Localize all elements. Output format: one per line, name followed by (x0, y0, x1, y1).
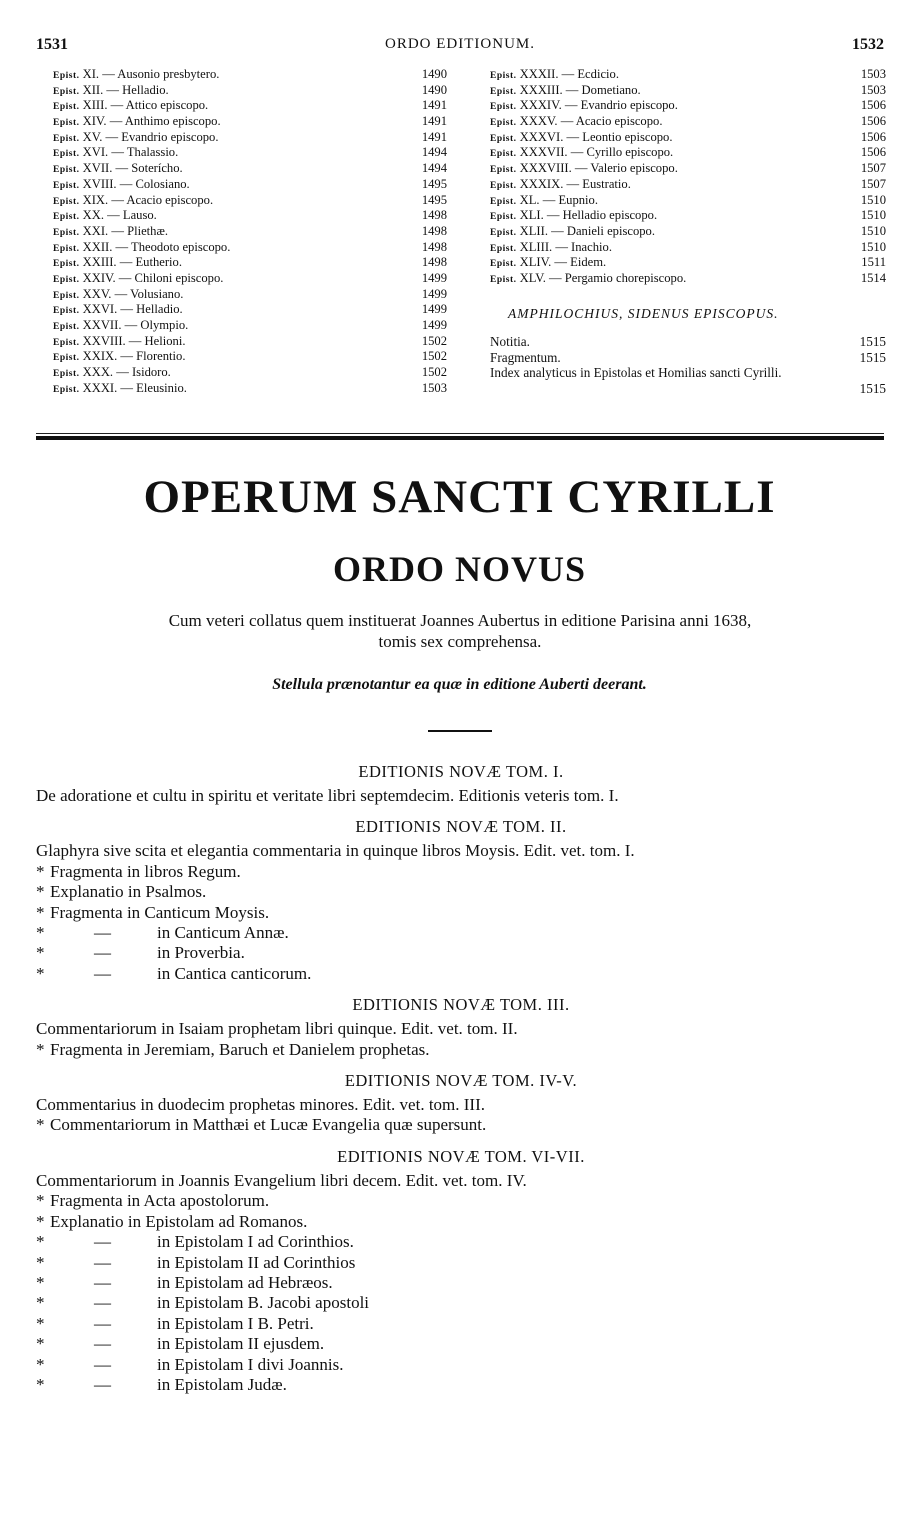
epist-abbr: Epist. (53, 353, 80, 364)
asterisk-mark: * (36, 1293, 45, 1313)
entry-text: Explanatio in Psalmos. (50, 882, 207, 902)
entry-page: 1510 (860, 208, 886, 223)
entry-page: 1507 (860, 176, 886, 191)
entry-page: 1494 (421, 161, 447, 176)
volume-entry (36, 1314, 886, 1334)
asterisk-mark: * (36, 1039, 45, 1059)
entry-page: 1499 (421, 286, 447, 301)
entry-label (490, 271, 686, 289)
entry-text: Commentariorum in Isaiam prophetam libri quinque. Edit. vet. tom. II. (36, 1019, 518, 1039)
volume-entry (36, 1293, 886, 1313)
volume-entry (36, 1273, 886, 1293)
left-letter-index (53, 67, 447, 396)
entry-text: Fragmenta in libros Regum. (50, 861, 241, 881)
asterisk-mark: * (36, 923, 45, 943)
epist-abbr: Epist. (53, 149, 80, 160)
index-entry (490, 224, 886, 240)
asterisk-note: Stellula prænotantur ea quæ in editione Auberti deerant. (272, 676, 647, 693)
entry-text: XXI. — Pliethæ. (79, 223, 169, 238)
ditto-dash: — (94, 923, 111, 943)
epist-abbr: Epist. (53, 227, 80, 238)
entry-page: 1491 (421, 129, 447, 144)
ditto-dash: — (94, 1354, 111, 1374)
note-entry (490, 334, 886, 350)
entry-page: 1502 (421, 333, 447, 348)
entry-text: XL. — Eupnio. (516, 192, 599, 207)
entry-text: XXXIV. — Evandrio episcopo. (516, 98, 678, 113)
entry-page: 1510 (860, 223, 886, 238)
entry-page: 1502 (421, 365, 447, 380)
epist-abbr: Epist. (490, 274, 517, 285)
volume-entry (36, 1115, 886, 1135)
volume-entry (36, 964, 886, 984)
note-label: Index analyticus in Epistolas et Homilias sancti Cyrilli. (490, 365, 782, 380)
index-entry (490, 161, 886, 177)
entry-text: XXXIX. — Eustratio. (516, 176, 631, 191)
ditto-dash: — (94, 1252, 111, 1272)
volumes-list (36, 762, 886, 1395)
epist-abbr: Epist. (53, 290, 80, 301)
volume-entry (36, 1191, 886, 1211)
entry-text: De adoratione et cultu in spiritu et veritate libri septemdecim. Editionis veteris tom. I. (36, 786, 619, 805)
asterisk-mark: * (36, 882, 45, 902)
epist-abbr: Epist. (490, 212, 517, 223)
index-entry (53, 271, 447, 287)
epist-abbr: Epist. (53, 337, 80, 348)
index-entry (53, 114, 447, 130)
entry-page: 1494 (421, 145, 447, 160)
entry-text: XXIII. — Eutherio. (79, 255, 182, 270)
volume-heading: EDITIONIS NOVÆ TOM. VI-VII. (337, 1146, 585, 1166)
note-entry (490, 365, 886, 396)
epist-abbr: Epist. (53, 71, 80, 81)
epist-abbr: Epist. (490, 180, 517, 191)
volume-entry (36, 923, 886, 943)
entry-text: in Epistolam I B. Petri. (157, 1313, 314, 1333)
entry-text: XLIV. — Eidem. (516, 255, 607, 270)
asterisk-mark: * (36, 1354, 45, 1374)
asterisk-mark: * (36, 1115, 45, 1135)
entry-text: XVII. — Soterícho. (79, 161, 183, 176)
page-number-left: 1531 (36, 36, 68, 53)
entry-page: 1514 (860, 270, 886, 285)
entry-text: XVIII. — Colosiano. (79, 176, 190, 191)
epist-abbr: Epist. (53, 322, 80, 332)
volume-entry (36, 1212, 886, 1232)
index-entry (53, 349, 447, 365)
note-page: 1515 (859, 380, 886, 396)
index-entry (53, 318, 447, 334)
asterisk-mark: * (36, 1374, 45, 1394)
entry-page: 1498 (421, 223, 447, 238)
entry-page: 1499 (421, 302, 447, 317)
entry-text: in Cantica canticorum. (157, 963, 312, 983)
entry-page: 1510 (860, 192, 886, 207)
entry-text: XXVIII. — Helioni. (79, 333, 186, 348)
entry-text: XXXV. — Acacio episcopo. (516, 114, 663, 129)
entry-text: XI. — Ausonio presbytero. (79, 67, 220, 81)
entry-text: XLI. — Helladio episcopo. (516, 208, 658, 223)
ditto-dash: — (94, 943, 111, 963)
entry-page: 1510 (860, 239, 886, 254)
entry-text: Fragmenta in Acta apostolorum. (50, 1191, 270, 1211)
epist-abbr: Epist. (53, 243, 80, 254)
note-label: Notitia. (490, 334, 530, 349)
index-entry (53, 177, 447, 193)
asterisk-mark: * (36, 1272, 45, 1292)
divider-thick (36, 436, 884, 440)
entry-text: Commentariorum in Matthæi et Lucæ Evangelia quæ supersunt. (50, 1115, 487, 1135)
running-title: ORDO EDITIONUM. (385, 36, 535, 52)
epist-abbr: Epist. (53, 259, 80, 270)
volume-entry (36, 1232, 886, 1252)
index-entry (490, 193, 886, 209)
entry-text: Commentariorum in Joannis Evangelium libri decem. Edit. vet. tom. IV. (36, 1170, 527, 1190)
index-entry (490, 177, 886, 193)
entry-page: 1491 (421, 114, 447, 129)
entry-text: XX. — Lauso. (79, 208, 157, 223)
ditto-dash: — (94, 1272, 111, 1292)
epist-abbr: Epist. (490, 227, 517, 238)
epist-abbr: Epist. (53, 133, 80, 144)
entry-text: XXVII. — Olympio. (79, 318, 189, 332)
amphilochius-heading: AMPHILOCHIUS, SIDENUS EPISCOPUS. (508, 306, 779, 321)
volume-heading: EDITIONIS NOVÆ TOM. I. (358, 762, 564, 781)
entry-label (53, 381, 187, 399)
entry-text: XIV. — Anthimo episcopo. (79, 114, 221, 129)
index-entry (53, 67, 447, 83)
volume-entry (36, 1355, 886, 1375)
main-title: OPERUM SANCTI CYRILLI (143, 471, 776, 523)
ditto-dash: — (94, 1293, 111, 1313)
entry-text: XXXVI. — Leontio episcopo. (516, 129, 673, 144)
entry-text: XIII. — Attico episcopo. (79, 98, 209, 113)
entry-page: 1506 (860, 98, 886, 113)
index-entry (490, 208, 886, 224)
running-header (36, 36, 884, 56)
asterisk-mark: * (36, 1211, 45, 1231)
entry-text: XLII. — Danieli episcopo. (516, 223, 655, 238)
entry-text: XXV. — Volusiano. (79, 286, 184, 301)
description-line-2: tomis sex comprehensa. (378, 632, 542, 651)
entry-page: 1498 (421, 239, 447, 254)
volume-entry (36, 1334, 886, 1354)
index-entry (53, 381, 447, 397)
entry-page: 1506 (860, 145, 886, 160)
ditto-dash: — (94, 1334, 111, 1354)
asterisk-mark: * (36, 861, 45, 881)
page-number-right: 1532 (852, 36, 884, 53)
entry-text: XXX. — Isidoro. (79, 365, 171, 380)
entry-text: XVI. — Thalassio. (79, 145, 179, 160)
index-entry (490, 145, 886, 161)
index-entry (490, 271, 886, 287)
ditto-dash: — (94, 1374, 111, 1394)
ditto-dash: — (94, 963, 111, 983)
entry-text: Fragmenta in Canticum Moysis. (50, 902, 270, 922)
epist-abbr: Epist. (490, 133, 517, 144)
volume-entry (36, 1040, 886, 1060)
epist-abbr: Epist. (490, 149, 517, 160)
asterisk-mark: * (36, 943, 45, 963)
volume-entry (36, 1171, 886, 1191)
volume-entry (36, 841, 886, 861)
entry-text: in Epistolam Judæ. (157, 1374, 287, 1394)
volume-entry (36, 1095, 886, 1115)
index-entry (53, 224, 447, 240)
entry-text: in Proverbia. (157, 943, 245, 963)
epist-abbr: Epist. (53, 180, 80, 191)
entry-text: XLV. — Pergamio chorepiscopo. (516, 270, 687, 285)
index-entry (490, 83, 886, 99)
epist-abbr: Epist. (490, 259, 517, 270)
index-entry (490, 130, 886, 146)
volume-entry (36, 882, 886, 902)
entry-page: 1503 (421, 380, 447, 395)
asterisk-mark: * (36, 1232, 45, 1252)
volume-entry (36, 943, 886, 963)
ditto-dash: — (94, 1313, 111, 1333)
note-label: Fragmentum. (490, 349, 561, 365)
entry-page: 1503 (860, 67, 886, 81)
entry-page: 1502 (421, 349, 447, 364)
index-entry (53, 161, 447, 177)
description-line-1: Cum veteri collatus quem instituerat Joannes Aubertus in editione Parisina anni 1638, (168, 611, 752, 630)
volume-entry (36, 1019, 886, 1039)
entry-page: 1503 (860, 82, 886, 97)
epist-abbr: Epist. (53, 384, 80, 395)
epist-abbr: Epist. (53, 118, 80, 129)
entry-text: XIX. — Acacio episcopo. (79, 192, 214, 207)
volume-entry (36, 903, 886, 923)
index-entry (490, 67, 886, 83)
entry-text: in Epistolam II ad Corinthios (157, 1252, 356, 1272)
epist-abbr: Epist. (490, 118, 517, 129)
note-page: 1515 (859, 334, 886, 349)
entry-text: XLIII. — Inachio. (516, 239, 612, 254)
index-entry (490, 255, 886, 271)
divider-thin (36, 433, 884, 434)
entry-text: Commentarius in duodecim prophetas minores. Edit. vet. tom. III. (36, 1095, 485, 1115)
volume-heading: EDITIONIS NOVÆ TOM. IV-V. (344, 1071, 578, 1091)
index-entry (53, 130, 447, 146)
index-entry (53, 287, 447, 303)
asterisk-mark: * (36, 902, 45, 922)
asterisk-mark: * (36, 1191, 45, 1211)
entry-text: Glaphyra sive scita et elegantia commentaria in quinque libros Moysis. Edit. vet. tom. I. (36, 841, 635, 861)
entry-page: 1491 (421, 98, 447, 113)
index-entry (53, 255, 447, 271)
volume-entry (36, 786, 886, 806)
epist-abbr: Epist. (53, 369, 80, 380)
note-entry (490, 350, 886, 366)
entry-page: 1499 (421, 318, 447, 332)
epist-abbr: Epist. (490, 102, 517, 113)
epist-abbr: Epist. (53, 274, 80, 285)
entry-text: XXVI. — Helladio. (79, 302, 183, 317)
entry-page: 1499 (421, 270, 447, 285)
index-entry (53, 365, 447, 381)
entry-text: XXXVII. — Cyrillo episcopo. (516, 145, 674, 160)
entry-page: 1506 (860, 114, 886, 129)
entry-text: Fragmenta in Jeremiam, Baruch et Danielem prophetas. (50, 1039, 430, 1059)
entry-text: XII. — Helladio. (79, 82, 169, 97)
epist-abbr: Epist. (490, 196, 517, 207)
asterisk-mark: * (36, 1252, 45, 1272)
volume-heading: EDITIONIS NOVÆ TOM. II. (355, 817, 567, 837)
epist-abbr: Epist. (53, 306, 80, 317)
index-entry (53, 208, 447, 224)
entry-text: in Epistolam II ejusdem. (157, 1334, 325, 1354)
entry-page: 1498 (421, 208, 447, 223)
index-entry (53, 240, 447, 256)
index-entry (53, 83, 447, 99)
asterisk-mark: * (36, 963, 45, 983)
volume-entry (36, 862, 886, 882)
ditto-dash: — (94, 1232, 111, 1252)
epist-abbr: Epist. (53, 212, 80, 223)
index-entry (53, 98, 447, 114)
entry-page: 1495 (421, 192, 447, 207)
short-divider (428, 730, 492, 732)
entry-text: Explanatio in Epistolam ad Romanos. (50, 1211, 308, 1231)
entry-text: XV. — Evandrio episcopo. (79, 129, 219, 144)
epist-abbr: Epist. (490, 243, 517, 254)
entry-page: 1498 (421, 255, 447, 270)
volume-entry (36, 1253, 886, 1273)
epist-abbr: Epist. (53, 196, 80, 207)
subtitle: ORDO NOVUS (332, 549, 587, 589)
entry-text: XXII. — Theodoto episcopo. (79, 239, 231, 254)
entry-text: XXXVIII. — Valerio episcopo. (516, 161, 678, 176)
entry-page: 1490 (421, 82, 447, 97)
index-entry (490, 240, 886, 256)
entry-text: XXIX. — Florentio. (79, 349, 186, 364)
entry-text: XXXII. — Ecdicio. (516, 67, 619, 81)
epist-abbr: Epist. (490, 165, 517, 176)
asterisk-mark: * (36, 1334, 45, 1354)
index-entry (53, 334, 447, 350)
entry-text: in Canticum Annæ. (157, 923, 289, 943)
entry-page: 1507 (860, 161, 886, 176)
epist-abbr: Epist. (53, 86, 80, 97)
amphilochius-entries (490, 334, 886, 396)
entry-text: in Epistolam I ad Corinthios. (157, 1232, 354, 1252)
description (36, 610, 884, 652)
entry-text: XXXI. — Eleusinio. (79, 380, 187, 395)
index-entry (53, 193, 447, 209)
entry-page: 1506 (860, 129, 886, 144)
entry-text: in Epistolam I divi Joannis. (157, 1354, 344, 1374)
volume-entry (36, 1375, 886, 1395)
entry-page: 1495 (421, 176, 447, 191)
entry-page: 1511 (861, 255, 886, 270)
volume-heading: EDITIONIS NOVÆ TOM. III. (352, 995, 570, 1015)
index-entry (53, 145, 447, 161)
index-entry (490, 114, 886, 130)
entry-text: in Epistolam ad Hebræos. (157, 1272, 333, 1292)
epist-abbr: Epist. (53, 165, 80, 176)
epist-abbr: Epist. (53, 102, 80, 113)
note-page: 1515 (859, 349, 886, 365)
entry-text: XXXIII. — Dometiano. (516, 82, 641, 97)
right-letter-index (490, 67, 886, 287)
asterisk-mark: * (36, 1313, 45, 1333)
epist-abbr: Epist. (490, 71, 517, 81)
index-entry (53, 302, 447, 318)
entry-text: in Epistolam B. Jacobi apostoli (157, 1293, 370, 1313)
entry-text: XXIV. — Chiloni episcopo. (79, 270, 224, 285)
entry-page: 1490 (421, 67, 447, 81)
index-entry (490, 98, 886, 114)
epist-abbr: Epist. (490, 86, 517, 97)
